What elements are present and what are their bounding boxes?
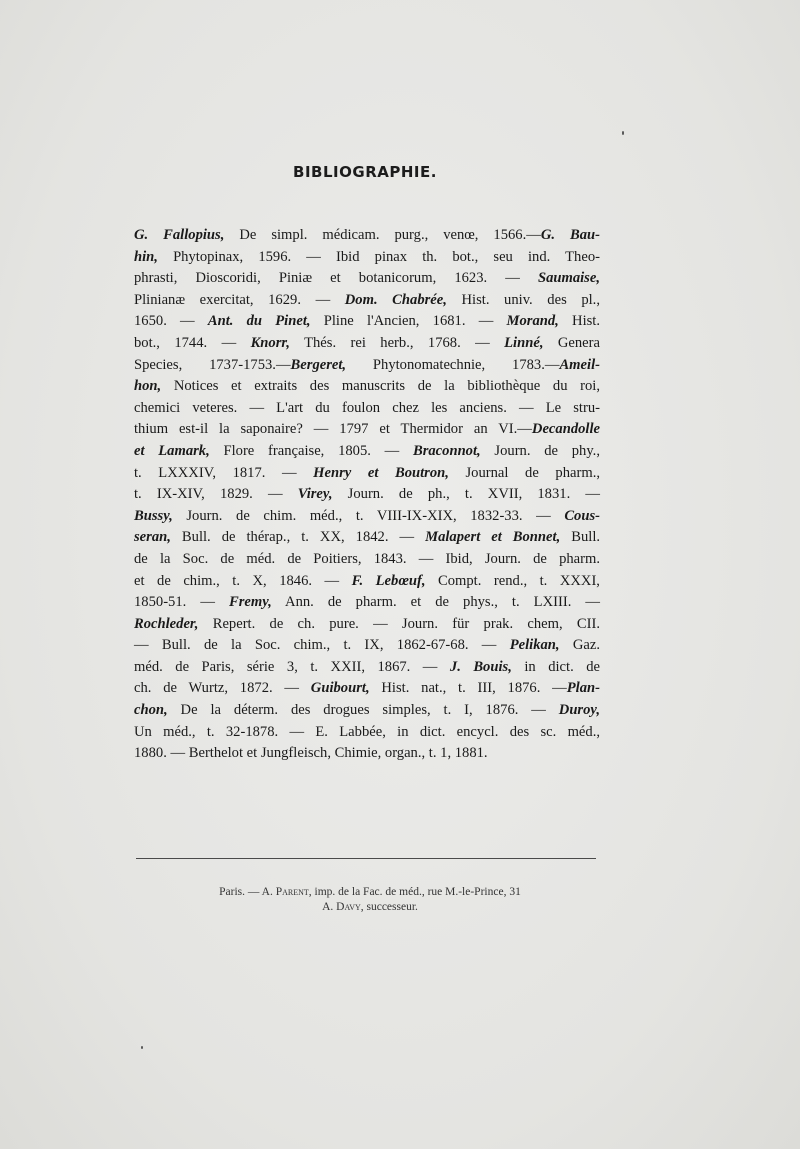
reference-text: Un méd., t. 32-1878. — E. Labbée, in dict. encycl. des sc. méd., [134, 723, 600, 740]
reference-text: Journ. de phy., [480, 442, 600, 459]
ink-speck [141, 1046, 143, 1049]
reference-text: 1650. — [134, 313, 208, 330]
bibliography-line [134, 311, 600, 333]
reference-text: Bull. [560, 529, 601, 546]
author-name: Guibourt, [310, 680, 370, 697]
reference-text: Phytonomatechnie, 1783.— [346, 356, 560, 373]
author-name: J. Bouis, [449, 658, 512, 675]
author-name: chon, [134, 702, 168, 719]
author-name: Cous- [564, 507, 600, 524]
successor-name: Davy [336, 901, 361, 913]
author-name: hin, [134, 248, 158, 265]
imprint-line-1 [0, 885, 740, 900]
reference-text: Ann. de pharm. et de phys., t. LXIII. — [271, 594, 600, 611]
bibliography-line [134, 247, 600, 269]
reference-text: De simpl. médicam. purg., venœ, 1566.— [224, 227, 541, 243]
bibliography-line [134, 743, 600, 765]
reference-text: Flore française, 1805. — [209, 442, 413, 459]
bibliography-line [134, 463, 600, 485]
bibliography-line [134, 333, 600, 355]
author-name: Ant. du Pinet, [207, 313, 311, 330]
bibliography-line [134, 441, 600, 463]
author-name: Ameil- [559, 356, 600, 373]
author-name: F. Lebœuf, [351, 572, 426, 589]
bibliography-line [134, 700, 600, 722]
reference-text: bot., 1744. — [134, 334, 251, 351]
author-name: Duroy, [558, 702, 600, 719]
reference-text: méd. de Paris, série 3, t. XXII, 1867. — [134, 658, 450, 675]
reference-text: Hist. [558, 313, 601, 330]
reference-text: ch. de Wurtz, 1872. — [134, 680, 311, 697]
bibliography-line [134, 484, 600, 506]
bibliography-line [134, 722, 600, 744]
bibliography-line [134, 290, 600, 312]
reference-text: Repert. de ch. pure. — Journ. für prak. chem, CII. [198, 615, 600, 632]
author-name: Pelikan, [509, 637, 560, 654]
reference-text: Pline l'Ancien, 1681. — [310, 313, 507, 330]
footer-rule [136, 858, 596, 859]
author-name: seran, [134, 529, 171, 546]
imprint-text: Paris. — A. [219, 886, 276, 898]
author-name: Dom. Chabrée, [344, 291, 447, 308]
bibliography-line [134, 635, 600, 657]
author-name: Rochleder, [134, 615, 199, 632]
imprint-text: , successeur. [360, 901, 418, 913]
reference-text: Hist. univ. des pl., [446, 291, 600, 308]
bibliography-line [134, 571, 600, 593]
author-name: G. Bau- [540, 227, 600, 243]
author-name: Decandolle [531, 421, 600, 438]
author-name: Bergeret, [290, 356, 347, 373]
printer-imprint [0, 885, 740, 915]
bibliography-line [134, 527, 600, 549]
reference-text: de la Soc. de méd. de Poitiers, 1843. — Ibid, Journ. de pharm. [134, 550, 600, 567]
bibliography-line [134, 549, 600, 571]
author-name: Plan- [566, 680, 600, 697]
reference-text: thium est-il la saponaire? — 1797 et Thermidor an VI.— [134, 421, 532, 438]
bibliography-line [134, 592, 600, 614]
author-name: et Lamark, [134, 442, 210, 459]
reference-text: t. LXXXIV, 1817. — [134, 464, 314, 481]
reference-text: De la déterm. des drogues simples, t. I, 1876. — [167, 702, 559, 719]
bibliography-line [134, 506, 600, 528]
bibliography-line [134, 225, 600, 247]
bibliography-line [134, 419, 600, 441]
reference-text: 1880. — Berthelot et Jungfleisch, Chimie, organ., t. 1, 1881. [134, 745, 488, 762]
bibliography-line [134, 678, 600, 700]
author-name: G. Fallopius, [134, 227, 225, 243]
bibliography-line [134, 614, 600, 636]
author-name: Malapert et Bonnet, [425, 529, 561, 546]
reference-text: Plinianæ exercitat, 1629. — [134, 291, 345, 308]
bibliography-line [134, 268, 600, 290]
bibliography-line [134, 376, 600, 398]
reference-text: Journal de pharm., [448, 464, 600, 481]
author-name: Knorr, [250, 334, 290, 351]
reference-text: in dict. de [511, 658, 600, 675]
reference-text: Compt. rend., t. XXXI, [425, 572, 600, 589]
author-name: Morand, [506, 313, 559, 330]
reference-text: phrasti, Dioscoridi, Piniæ et botanicorum, 1623. — [134, 270, 538, 287]
reference-text: Journ. de chim. méd., t. VIII-IX-XIX, 1832-33. — [172, 507, 565, 524]
author-name: Virey, [297, 486, 333, 503]
printer-name: Parent [275, 886, 309, 898]
reference-text: Phytopinax, 1596. — Ibid pinax th. bot., seu ind. Theo- [157, 248, 600, 265]
reference-text: — Bull. de la Soc. chim., t. IX, 1862-67-68. — [134, 637, 510, 654]
reference-text: Notices et extraits des manuscrits de la bibliothèque du roi, [161, 378, 600, 395]
bibliography-text [134, 225, 600, 765]
author-name: hon, [134, 378, 162, 395]
author-name: Saumaise, [537, 270, 600, 287]
imprint-line-2 [0, 900, 740, 915]
author-name: Bussy, [134, 507, 173, 524]
imprint-text: A. [322, 901, 337, 913]
reference-text: Species, 1737-1753.— [134, 356, 291, 373]
author-name: Fremy, [228, 594, 272, 611]
author-name: Braconnot, [412, 442, 481, 459]
reference-text: Journ. de ph., t. XVII, 1831. — [332, 486, 600, 503]
reference-text: chemici veteres. — L'art du foulon chez les anciens. — Le stru- [134, 399, 600, 416]
reference-text: Gaz. [559, 637, 600, 654]
reference-text: Genera [543, 334, 600, 351]
reference-text: Hist. nat., t. III, 1876. — [369, 680, 567, 697]
author-name: Linné, [504, 334, 544, 351]
bibliography-line [134, 657, 600, 679]
imprint-text: , imp. de la Fac. de méd., rue M.-le-Prince, 31 [308, 886, 521, 898]
reference-text: Bull. de thérap., t. XX, 1842. — [170, 529, 426, 546]
reference-text: t. IX-XIV, 1829. — [134, 486, 298, 503]
author-name: Henry et Boutron, [313, 464, 449, 481]
ink-speck [622, 131, 624, 135]
bibliography-line [134, 398, 600, 420]
page-title: BIBLIOGRAPHIE. [293, 163, 437, 181]
bibliography-line [134, 355, 600, 377]
reference-text: Thés. rei herb., 1768. — [289, 334, 505, 351]
reference-text: et de chim., t. X, 1846. — [134, 572, 352, 589]
reference-text: 1850-51. — [134, 594, 229, 611]
